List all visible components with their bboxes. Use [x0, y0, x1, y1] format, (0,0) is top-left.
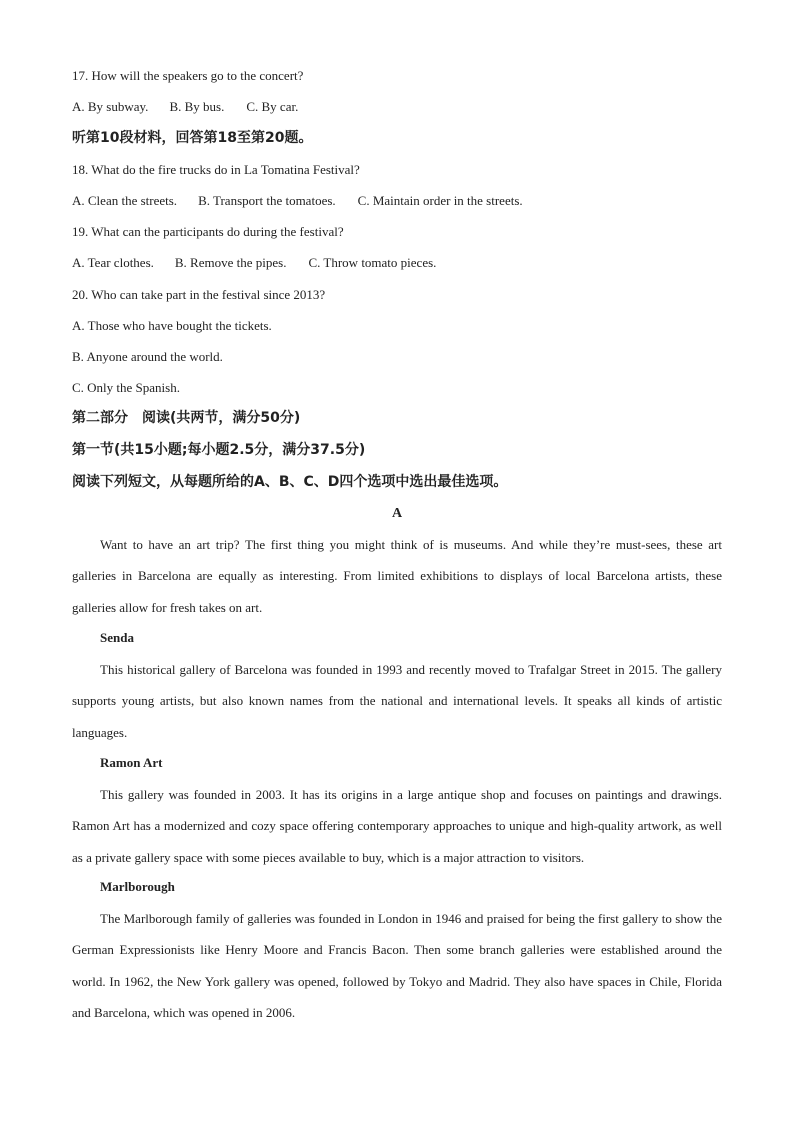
question-19: 19. What can the participants do during the festival?: [72, 224, 344, 239]
option-c: C. Throw tomato pieces.: [308, 255, 437, 270]
option-a: A. Those who have bought the tickets.: [72, 318, 272, 333]
gallery-heading-senda: Senda: [100, 630, 134, 645]
question-18: 18. What do the fire trucks do in La Tomatina Festival?: [72, 162, 360, 177]
gallery-text-ramon-art: This gallery was founded in 2003. It has its origins in a large antique shop and focuses on paintings and drawings. Ramon Art has a modernized and cozy space offering contemporary approaches to unique and high-quality artwork, as well as a private gallery space with some pieces available to buy, which is a major attraction to visitors.: [72, 787, 722, 865]
question-20: 20. Who can take part in the festival since 2013?: [72, 287, 326, 302]
question-19-options: [72, 255, 722, 271]
option-b: B. Transport the tomatoes.: [198, 193, 336, 208]
question-18-options: [72, 193, 722, 209]
question-17-options: [72, 99, 722, 115]
gallery-heading-marlborough: Marlborough: [100, 879, 175, 894]
reading-section-title: 第一节(共15小题;每小题2.5分，满分37.5分): [72, 442, 366, 458]
option-a: A. By subway.: [72, 99, 149, 114]
option-a: A. Clean the streets.: [72, 193, 178, 208]
question-17: 17. How will the speakers go to the concert?: [72, 68, 304, 83]
option-c: C. Maintain order in the streets.: [357, 193, 523, 208]
option-b: B. Anyone around the world.: [72, 349, 223, 364]
reading-part-title: 第二部分 阅读(共两节，满分50分): [72, 410, 301, 426]
option-b: B. Remove the pipes.: [174, 255, 287, 270]
reading-instruction: 阅读下列短文，从每题所给的A、B、C、D四个选项中选出最佳选项。: [72, 474, 508, 490]
gallery-text-marlborough: The Marlborough family of galleries was founded in London in 1946 and praised for being the first gallery to show the German Expressionists like Henry Moore and Francis Bacon. Then some branch galleries were established around the world. In 1962, the New York gallery was opened, followed by Tokyo and Madrid. They also have spaces in Chile, Florida and Barcelona, which was opened in 2006.: [72, 911, 722, 1020]
option-b: B. By bus.: [169, 99, 225, 114]
passage-label: A: [391, 506, 403, 521]
option-c: C. Only the Spanish.: [72, 380, 180, 395]
option-a: A. Tear clothes.: [72, 255, 154, 270]
gallery-heading-ramon-art: Ramon Art: [100, 755, 163, 770]
listening-section-header: 听第10段材料，回答第18至第20题。: [72, 130, 313, 146]
passage-intro: Want to have an art trip? The first thing you might think of is museums. And while they’re must-sees, these art galleries in Barcelona are equally as interesting. From limited exhibitions to displays of local Barcelona artists, these galleries allow for fresh takes on art.: [72, 537, 722, 615]
option-c: C. By car.: [246, 99, 299, 114]
gallery-text-senda: This historical gallery of Barcelona was founded in 1993 and recently moved to Trafalgar Street in 2015. The gallery supports young artists, but also known names from the national and international levels. It speaks all kinds of artistic languages.: [72, 662, 722, 740]
